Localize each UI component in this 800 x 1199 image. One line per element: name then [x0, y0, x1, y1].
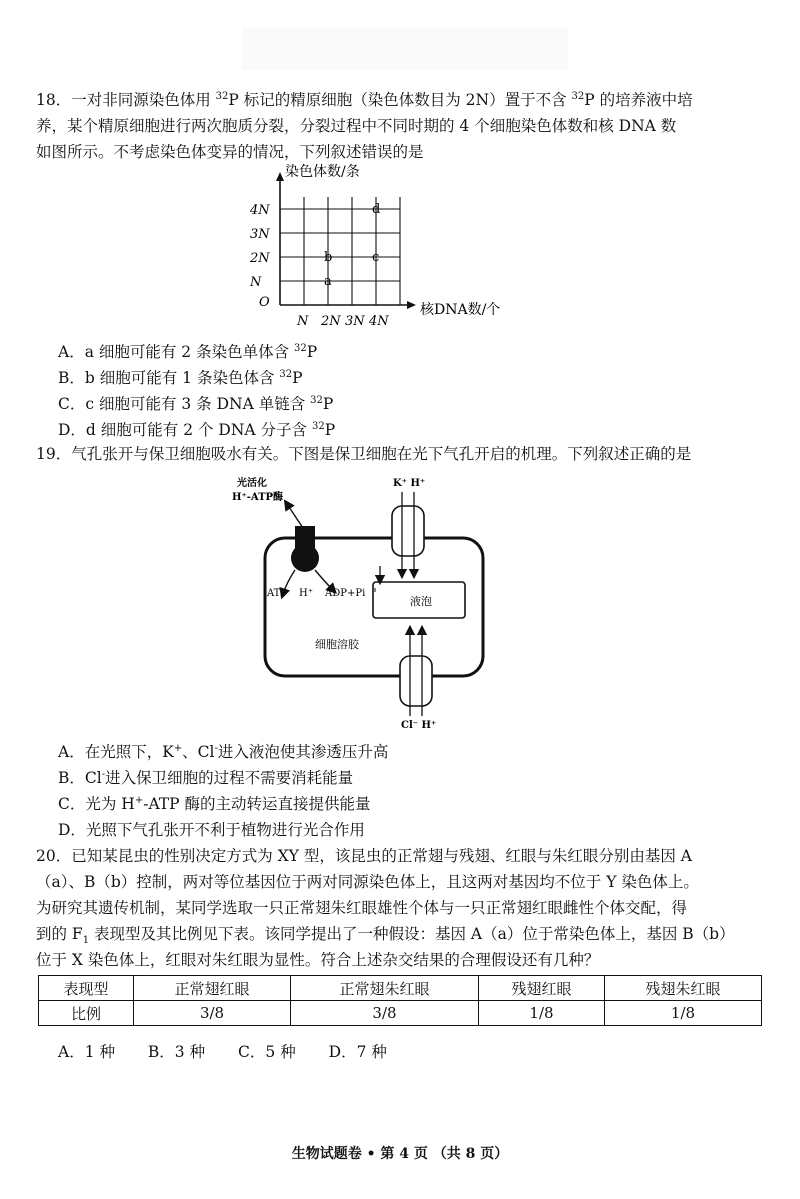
guard-cell-diagram — [215, 470, 515, 730]
x-tick-label: 3N — [345, 314, 365, 325]
bottom-ions-label: Cl⁻ H⁺ — [401, 720, 437, 730]
table-row — [39, 1001, 762, 1026]
chart-grid — [280, 197, 400, 305]
y-tick-label: 2N — [250, 251, 270, 266]
q18-option-a: A．a 细胞可能有 2 条染色单体含 $^{32}$P — [58, 342, 318, 361]
pump-label-line2: H⁺-ATP酶 — [232, 492, 284, 503]
vacuole-label: 液泡 — [410, 595, 432, 608]
atp-label: ATP — [267, 588, 288, 599]
table-cell: 正常翅朱红眼 — [291, 976, 479, 1001]
q19-option-b: B．Cl-进入保卫细胞的过程不需要消耗能量 — [58, 768, 354, 787]
table-cell: 表现型 — [39, 976, 134, 1001]
pump-label-line1: 光活化 — [237, 478, 267, 489]
q19-option-a: A．在光照下，K+、Cl-进入液泡使其渗透压升高 — [58, 742, 389, 761]
data-point-a: a — [324, 274, 332, 289]
data-point-c: c — [372, 250, 380, 265]
q20-line1: 20．已知某昆虫的性别决定方式为 XY 型，该昆虫的正常翅与残翅、红眼与朱红眼分别由基因 A — [36, 847, 692, 865]
bottom-channel — [400, 656, 432, 706]
x-axis-arrow — [407, 301, 416, 309]
q18-line2: 养，某个精原细胞进行两次胞质分裂，分裂过程中不同时期的 4 个细胞染色体数和核 DNA 数 — [36, 117, 677, 135]
top-ions-label: K⁺ H⁺ — [393, 478, 426, 489]
table-cell: 正常翅红眼 — [134, 976, 291, 1001]
table-header-row — [39, 976, 762, 1001]
data-point-d: d — [372, 202, 381, 217]
origin-label: O — [259, 295, 270, 310]
y-axis-arrow — [276, 172, 284, 181]
q20-line2: （a）、B（b）控制，两对等位基因位于两对同源染色体上，且这两对基因均不位于 Y 染色体上。 — [36, 873, 699, 891]
x-axis-label: 核DNA数/个 — [420, 302, 501, 318]
q20-choice-b: B．3 种 — [147, 1043, 206, 1061]
table-cell: 残翅红眼 — [478, 976, 604, 1001]
phenotype-ratio-table — [38, 975, 762, 1026]
q18-option-b: B．b 细胞可能有 1 条染色体含 $^{32}$P — [58, 368, 303, 387]
page-footer: 生物试题卷 • 第 4 页 （共 8 页） — [291, 1146, 509, 1162]
x-tick-label: 4N — [369, 314, 389, 325]
x-tick-label: 2N — [321, 314, 341, 325]
h-plus-label: H⁺ — [299, 588, 313, 599]
q20-choice-d: D．7 种 — [328, 1043, 387, 1061]
q20-line5: 位于 X 染色体上，红眼对朱红眼为显性。符合上述杂交结果的合理假设还有几种？ — [36, 951, 600, 969]
q18-line3: 如图所示。不考虑染色体变异的情况，下列叙述错误的是 — [36, 143, 424, 161]
adp-label: ADP+Pi — [325, 588, 366, 599]
cytosol-label: 细胞溶胶 — [315, 638, 359, 651]
q20-choice-c: C．5 种 — [238, 1043, 296, 1061]
chromosome-dna-chart — [245, 160, 505, 325]
q19-option-d: D．光照下气孔张开不利于植物进行光合作用 — [58, 821, 365, 839]
x-tick-labels — [296, 314, 389, 325]
y-axis-label: 染色体数/条 — [285, 164, 360, 180]
y-tick-label: N — [250, 275, 262, 290]
table-cell: 1/8 — [604, 1001, 761, 1026]
q20-line4: 到的 $F_1$ 表现型及其比例见下表。该同学提出了一种假设：基因 A（a）位于常染色体上，基因 B（b） — [36, 925, 735, 947]
table-cell: 3/8 — [291, 1001, 479, 1026]
q20-choice-a: A．1 种 — [58, 1043, 115, 1061]
y-tick-labels — [249, 203, 270, 290]
q18-option-d: D．d 细胞可能有 2 个 DNA 分子含 $^{32}$P — [58, 420, 336, 439]
table-cell: 比例 — [39, 1001, 134, 1026]
data-point-b: b — [324, 250, 333, 265]
q18-line1: 18．一对非同源染色体用 $^{32}$P 标记的精原细胞（染色体数目为 2N）置于不含 $^{32}$P 的培养液中培 — [36, 90, 693, 109]
y-tick-label: 4N — [250, 203, 270, 218]
x-tick-label: N — [297, 314, 309, 325]
header-blank-area — [242, 28, 568, 70]
table-cell: 残翅朱红眼 — [604, 976, 761, 1001]
q19-option-c: C．光为 H+-ATP 酶的主动转运直接提供能量 — [58, 794, 371, 813]
q19-stem: 19．气孔张开与保卫细胞吸水有关。下图是保卫细胞在光下气孔开启的机理。下列叙述正确的是 — [36, 445, 692, 463]
q20-line3: 为研究其遗传机制，某同学选取一只正常翅朱红眼雄性个体与一只正常翅红眼雌性个体交配，得 — [36, 899, 688, 917]
q18-option-c: C．c 细胞可能有 3 条 DNA 单链含 $^{32}$P — [58, 394, 334, 413]
atpase-pump-body — [291, 544, 319, 572]
top-channel — [392, 506, 424, 556]
q20-choices — [58, 1040, 415, 1064]
table-cell: 1/8 — [478, 1001, 604, 1026]
y-tick-label: 3N — [250, 227, 270, 242]
table-cell: 3/8 — [134, 1001, 291, 1026]
